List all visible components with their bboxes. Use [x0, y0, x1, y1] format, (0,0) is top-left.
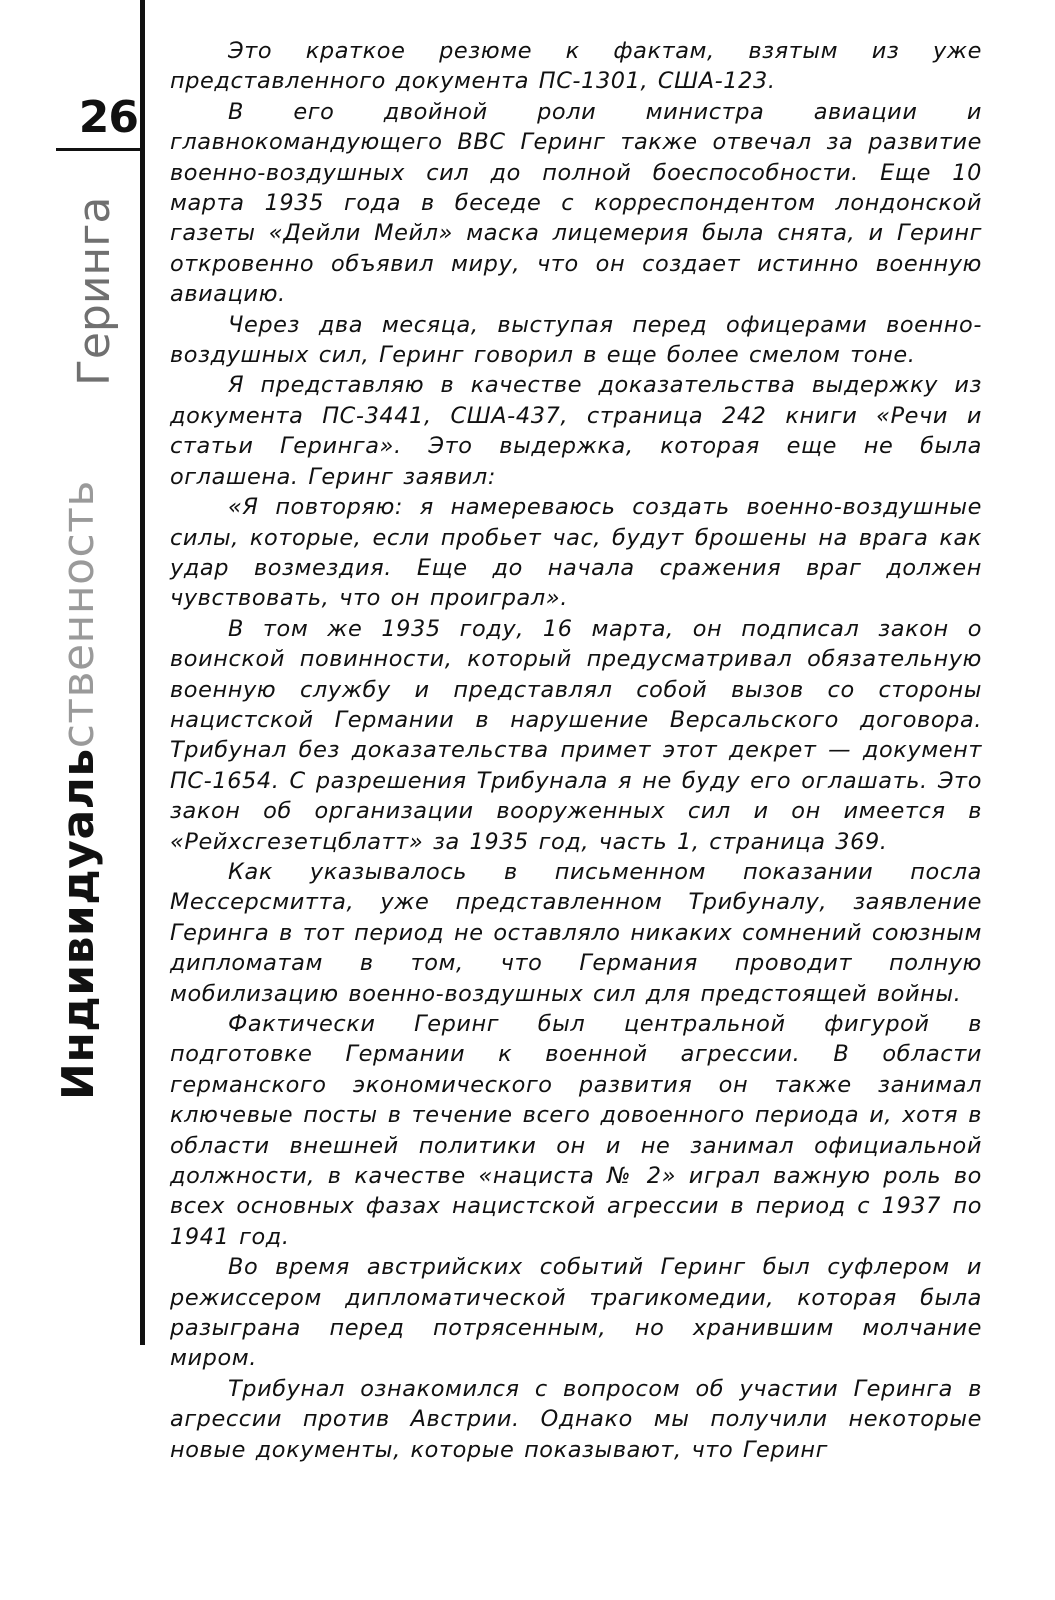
paragraph-9: Во время австрийских событий Геринг был суфлером и режиссером дипломатической трагикомедии, которая была разыграна перед потрясенным, но хранившим молчание миром. — [170, 1254, 982, 1372]
paragraph-8: Фактически Геринг был центральной фигурой в подготовке Германии к военной агрессии. В области германского экономического развития он также занимал ключевые посты в течение всего довоенного периода и, хотя в области внешней политики он и не занимал официальной должности, в качестве «нациста № 2» играл важную роль во всех основных фазах нацистской агрессии в период с 1937 по 1941 год. — [170, 1011, 982, 1250]
running-head-second: Геринга — [69, 196, 120, 386]
paragraph-4: Я представляю в качестве доказательства выдержку из документа ПС-3441, США-437, страница 242 книги «Речи и статьи Геринга». Это выдержка, которая еще не была оглашена. Геринг заявил: — [170, 372, 982, 490]
running-head-bold: Индивидуаль — [53, 748, 104, 1100]
paragraph-2: В его двойной роли министра авиации и главнокомандующего ВВС Геринг также отвечал за развитие военно-воздушных сил до полной боеспособности. Еще 10 марта 1935 года в беседе с корреспондентом лондонской газеты «Дейли Мейл» маска лицемерия была снята, и Геринг откровенно объявил миру, что он создает истинно военную авиацию. — [170, 98, 982, 308]
running-head-faded: ственность — [53, 480, 104, 749]
quote-paragraph: «Я повторяю: я намереваюсь создать военно-воздушные силы, которые, если пробьет час, будут брошены на врага как удар возмездия. Еще до начала сражения враг должен чувствовать, что он проиграл». — [170, 494, 982, 612]
paragraph-3: Через два месяца, выступая перед офицерами военно-воздушных сил, Геринг говорил в еще более смелом тоне. — [170, 311, 982, 369]
margin-vertical-rule — [140, 0, 145, 1345]
paragraph-10: Трибунал ознакомился с вопросом об участии Геринга в агрессии против Австрии. Однако мы получили некоторые новые документы, которые показывают, что Геринг — [170, 1375, 982, 1463]
body-text — [170, 36, 982, 1465]
paragraph-7: Как указывалось в письменном показании посла Мессерсмитта, уже представленном Трибуналу, заявление Геринга в тот период не оставляло никаких сомнений союзным дипломатам в том, что Германия проводит полную мобилизацию военно-воздушных сил для предстоящей войны. — [170, 858, 982, 1007]
page-number: 26 — [78, 92, 138, 143]
page-number-rule — [56, 148, 140, 151]
paragraph-6: В том же 1935 году, 16 марта, он подписал закон о воинской повинности, который предусматривал обязательную военную службу и представлял собой вызов со стороны нацистской Германии в нарушение Версальского договора. Трибунал без доказательства примет этот декрет — документ ПС-1654. С разрешения Трибунала я не буду его оглашать. Это закон об организации вооруженных сил и он имеется в «Рейхсгезетцблатт» за 1935 год, часть 1, страница 369. — [170, 615, 982, 855]
paragraph-1: Это краткое резюме к фактам, взятым из уже представленного документа ПС-1301, США-123. — [170, 38, 982, 95]
page-margin — [0, 0, 150, 1600]
